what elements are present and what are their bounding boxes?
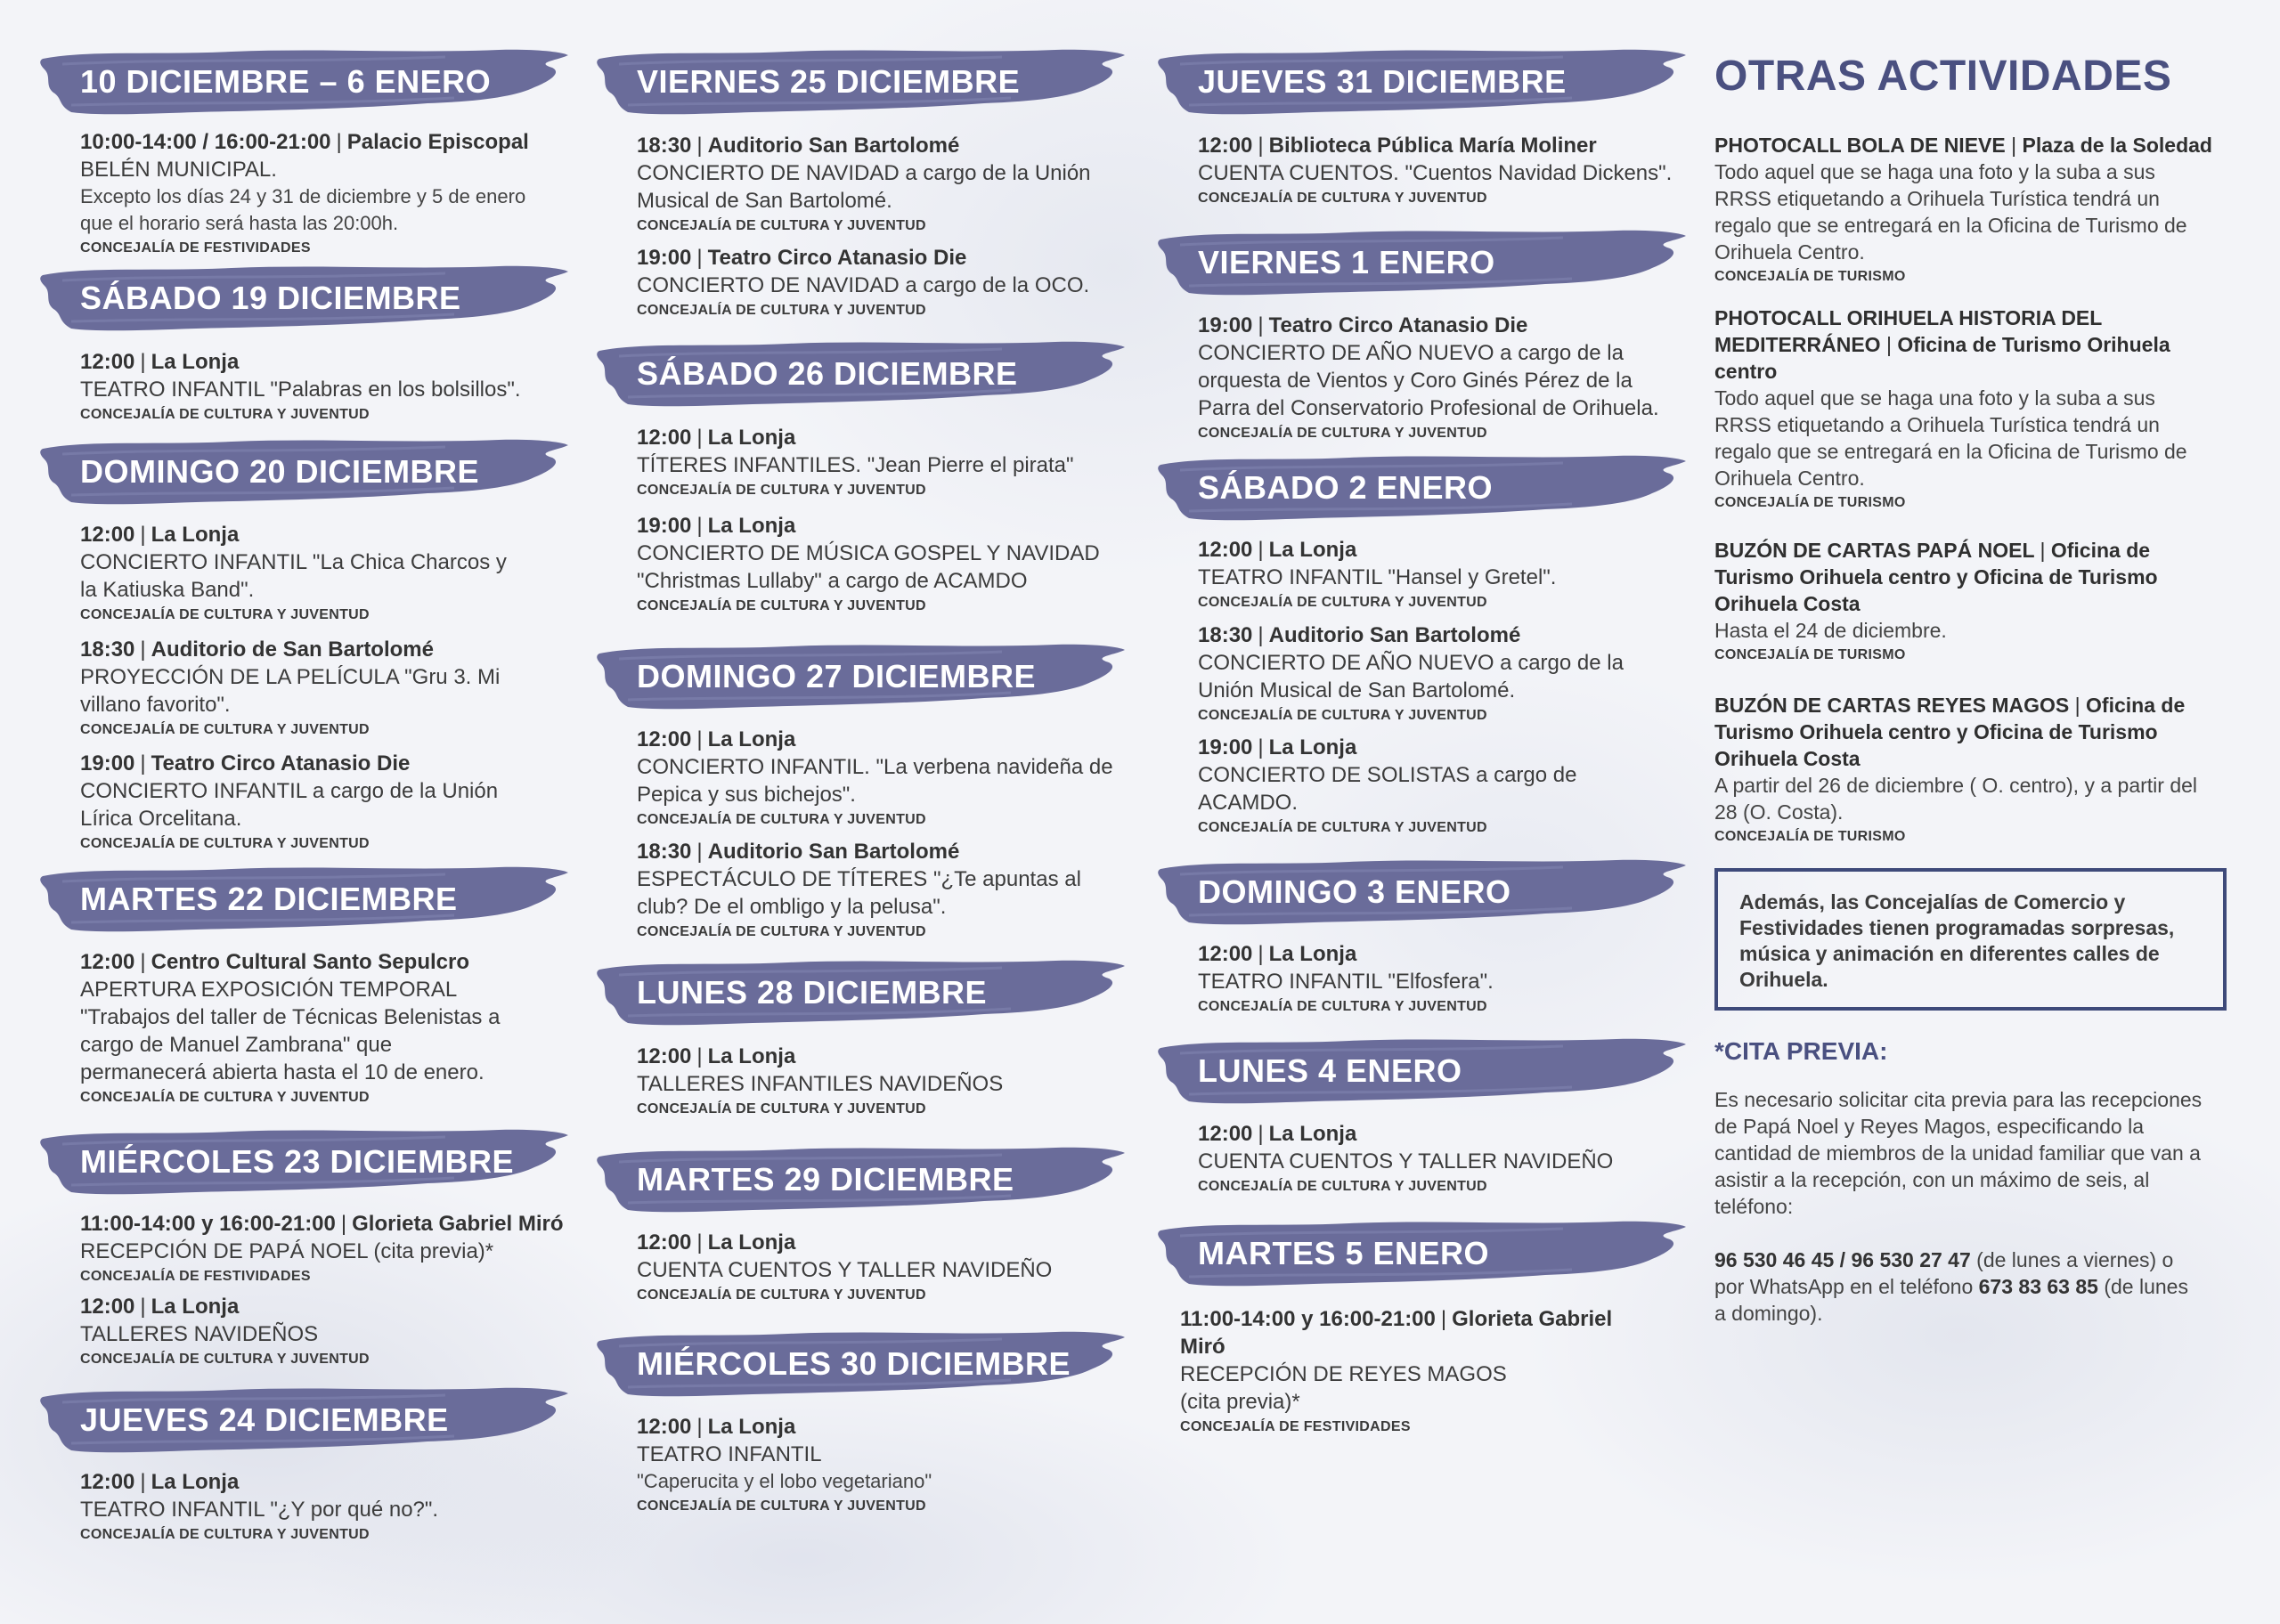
event-organizer: CONCEJALÍA DE FESTIVIDADES bbox=[1180, 1419, 1411, 1434]
date-header-label: MIÉRCOLES 30 DICIEMBRE bbox=[637, 1345, 1071, 1382]
event-organizer: CONCEJALÍA DE CULTURA Y JUVENTUD bbox=[80, 1090, 370, 1105]
section-title: OTRAS ACTIVIDADES bbox=[1714, 53, 2172, 100]
event-entry: 12:00 | La Lonja TEATRO INFANTIL "Palabras en los bolsillos". CONCEJALÍA DE CULTURA Y JUVENTUD bbox=[80, 348, 597, 426]
date-header bbox=[1153, 46, 1688, 118]
event-entry: 12:00 | La Lonja TEATRO INFANTIL "Caperucita y el lobo vegetariano" CONCEJALÍA DE CULTURA Y JUVENTUD bbox=[637, 1413, 1153, 1518]
event-organizer: CONCEJALÍA DE CULTURA Y JUVENTUD bbox=[637, 598, 926, 613]
event-organizer: CONCEJALÍA DE CULTURA Y JUVENTUD bbox=[1198, 595, 1487, 610]
date-header bbox=[36, 1126, 570, 1198]
date-header-label: JUEVES 24 DICIEMBRE bbox=[80, 1401, 449, 1438]
event-title: PROYECCIÓN DE LA PELÍCULA "Gru 3. Mi bbox=[80, 665, 501, 689]
event-title: cargo de Manuel Zambrana" que bbox=[80, 1033, 393, 1057]
event-organizer: CONCEJALÍA DE CULTURA Y JUVENTUD bbox=[80, 722, 370, 737]
event-organizer: CONCEJALÍA DE CULTURA Y JUVENTUD bbox=[80, 407, 370, 422]
activity-organizer: CONCEJALÍA DE TURISMO bbox=[1714, 829, 1906, 844]
date-header bbox=[592, 1144, 1127, 1215]
event-entry: 19:00 | La Lonja CONCIERTO DE SOLISTAS a cargo de ACAMDO. CONCEJALÍA DE CULTURA Y JUVENTUD bbox=[1198, 734, 1714, 840]
event-title: Unión Musical de San Bartolomé. bbox=[1198, 678, 1516, 702]
date-header-label: DOMINGO 20 DICIEMBRE bbox=[80, 453, 480, 490]
event-organizer: CONCEJALÍA DE CULTURA Y JUVENTUD bbox=[637, 812, 926, 827]
event-title: RECEPCIÓN DE REYES MAGOS bbox=[1180, 1362, 1507, 1386]
date-header-label: 10 DICIEMBRE – 6 ENERO bbox=[80, 63, 492, 100]
event-organizer: CONCEJALÍA DE FESTIVIDADES bbox=[80, 1269, 311, 1284]
event-organizer: CONCEJALÍA DE CULTURA Y JUVENTUD bbox=[80, 1352, 370, 1367]
event-organizer: CONCEJALÍA DE CULTURA Y JUVENTUD bbox=[637, 303, 926, 318]
event-organizer: CONCEJALÍA DE CULTURA Y JUVENTUD bbox=[80, 1527, 370, 1542]
cita-previa-title: *CITA PREVIA: bbox=[1714, 1037, 1888, 1065]
event-title: CONCIERTO DE AÑO NUEVO a cargo de la bbox=[1198, 341, 1624, 365]
date-header bbox=[36, 1384, 570, 1456]
event-organizer: CONCEJALÍA DE CULTURA Y JUVENTUD bbox=[637, 483, 926, 498]
event-title: CONCIERTO DE MÚSICA GOSPEL Y NAVIDAD bbox=[637, 541, 1100, 565]
event-entry: 12:00 | La Lonja CUENTA CUENTOS Y TALLER NAVIDEÑO CONCEJALÍA DE CULTURA Y JUVENTUD bbox=[637, 1229, 1153, 1307]
date-header-label: VIERNES 25 DICIEMBRE bbox=[637, 63, 1021, 100]
event-title: TEATRO INFANTIL "Elfosfera". bbox=[1198, 970, 1494, 994]
date-header bbox=[592, 1328, 1127, 1400]
event-organizer: CONCEJALÍA DE CULTURA Y JUVENTUD bbox=[80, 607, 370, 622]
event-entry bbox=[80, 128, 597, 260]
event-title: "Christmas Lullaby" a cargo de ACAMDO bbox=[637, 569, 1028, 593]
event-title: BELÉN MUNICIPAL. bbox=[80, 158, 277, 182]
date-header-label: MARTES 22 DICIEMBRE bbox=[80, 881, 458, 917]
event-organizer: CONCEJALÍA DE CULTURA Y JUVENTUD bbox=[1198, 999, 1487, 1014]
date-header-label: SÁBADO 19 DICIEMBRE bbox=[80, 280, 461, 316]
event-organizer: CONCEJALÍA DE CULTURA Y JUVENTUD bbox=[637, 1101, 926, 1116]
event-organizer: CONCEJALÍA DE CULTURA Y JUVENTUD bbox=[637, 924, 926, 939]
event-entry: 19:00 | Teatro Circo Atanasio Die CONCIERTO DE AÑO NUEVO a cargo de la orquesta de Vientos y Coro Ginés Pérez de la Parra del Conservatorio Profesional de Orihuela. CONCEJALÍA DE CULTURA Y JUVENTUD bbox=[1198, 312, 1714, 445]
event-note: que el horario será hasta las 20:00h. bbox=[80, 212, 399, 234]
event-entry: 19:00 | La Lonja CONCIERTO DE MÚSICA GOSPEL Y NAVIDAD "Christmas Lullaby" a cargo de ACAMDO CONCEJALÍA DE CULTURA Y JUVENTUD bbox=[637, 512, 1153, 618]
event-organizer: CONCEJALÍA DE CULTURA Y JUVENTUD bbox=[637, 1498, 926, 1514]
event-place: Miró bbox=[1180, 1335, 1226, 1359]
event-title: TEATRO INFANTIL "Hansel y Gretel". bbox=[1198, 565, 1557, 589]
date-header-label: DOMINGO 3 ENERO bbox=[1198, 873, 1511, 910]
cita-previa-text: Es necesario solicitar cita previa para las recepciones de Papá Noel y Reyes Magos, especificando la cantidad de miembros de la unidad familiar que van a asistir a la recepción, con un máximo de seis, al teléfono: 96 530 46 45 / 96 530 27 47 (de lunes a viernes) o por WhatsApp en el teléfono 673 83 63 85 (de lunes a domingo). bbox=[1714, 1088, 2203, 1325]
phone-numbers: 96 530 46 45 / 96 530 27 47 bbox=[1714, 1248, 1971, 1271]
event-title: Lírica Orcelitana. bbox=[80, 807, 242, 831]
event-entry: 18:30 | Auditorio San Bartolomé CONCIERTO DE NAVIDAD a cargo de la Unión Musical de San Bartolomé. CONCEJALÍA DE CULTURA Y JUVENTUD bbox=[637, 132, 1153, 238]
event-title: permanecerá abierta hasta el 10 de enero. bbox=[80, 1060, 484, 1084]
event-entry: 12:00 | La Lonja CUENTA CUENTOS Y TALLER NAVIDEÑO CONCEJALÍA DE CULTURA Y JUVENTUD bbox=[1198, 1120, 1714, 1198]
event-title: CONCIERTO DE NAVIDAD a cargo de la Unión bbox=[637, 161, 1091, 185]
date-header bbox=[1153, 1218, 1688, 1289]
event-title: TEATRO INFANTIL "¿Y por qué no?". bbox=[80, 1498, 439, 1522]
event-time-place: 10:00-14:00 / 16:00-21:00 | Palacio Episcopal bbox=[80, 130, 529, 154]
event-title: la Katiuska Band". bbox=[80, 578, 255, 602]
event-organizer: CONCEJALÍA DE FESTIVIDADES bbox=[80, 240, 311, 256]
date-header bbox=[1153, 857, 1688, 928]
date-header-label: MIÉRCOLES 23 DICIEMBRE bbox=[80, 1143, 515, 1180]
activity-organizer: CONCEJALÍA DE TURISMO bbox=[1714, 269, 1906, 284]
event-entry: 19:00 | Teatro Circo Atanasio Die CONCIERTO INFANTIL a cargo de la Unión Lírica Orcelitana. CONCEJALÍA DE CULTURA Y JUVENTUD bbox=[80, 750, 597, 856]
date-header-label: MARTES 5 ENERO bbox=[1198, 1235, 1490, 1271]
date-header-label: SÁBADO 26 DICIEMBRE bbox=[637, 355, 1018, 392]
event-title: ESPECTÁCULO DE TÍTERES "¿Te apuntas al bbox=[637, 867, 1081, 891]
event-title: CONCIERTO DE SOLISTAS a cargo de bbox=[1198, 763, 1577, 787]
event-title: CONCIERTO DE NAVIDAD a cargo de la OCO. bbox=[637, 273, 1090, 297]
event-title: Parra del Conservatorio Profesional de Orihuela. bbox=[1198, 396, 1659, 420]
event-title: villano favorito". bbox=[80, 693, 231, 717]
event-organizer: CONCEJALÍA DE CULTURA Y JUVENTUD bbox=[1198, 708, 1487, 723]
date-header bbox=[36, 436, 570, 508]
event-title: CONCIERTO DE AÑO NUEVO a cargo de la bbox=[1198, 651, 1624, 675]
activity-item: BUZÓN DE CARTAS REYES MAGOS | Oficina de Turismo Orihuela centro y Oficina de Turismo Orihuela Costa A partir del 26 de diciembre ( O. centro), y a partir del 28 (O. Costa). CONCEJALÍA DE TURISMO bbox=[1714, 692, 2249, 849]
date-header-label: MARTES 29 DICIEMBRE bbox=[637, 1161, 1014, 1198]
event-entry: 18:30 | Auditorio San Bartolomé ESPECTÁCULO DE TÍTERES "¿Te apuntas al club? De el ombligo y la pelusa". CONCEJALÍA DE CULTURA Y JUVENTUD bbox=[637, 838, 1153, 944]
date-header bbox=[592, 957, 1127, 1028]
event-organizer: CONCEJALÍA DE CULTURA Y JUVENTUD bbox=[1198, 820, 1487, 835]
event-title: Pepica y sus bichejos". bbox=[637, 783, 856, 807]
event-entry: 12:00 | Biblioteca Pública María Moliner CUENTA CUENTOS. "Cuentos Navidad Dickens". CONCEJALÍA DE CULTURA Y JUVENTUD bbox=[1198, 132, 1714, 210]
date-header bbox=[1153, 452, 1688, 524]
event-title: TEATRO INFANTIL "Palabras en los bolsillos". bbox=[80, 378, 521, 402]
event-title: club? De el ombligo y la pelusa". bbox=[637, 895, 947, 919]
event-title: TÍTERES INFANTILES. "Jean Pierre el pirata" bbox=[637, 453, 1074, 477]
event-entry: 18:30 | Auditorio San Bartolomé CONCIERTO DE AÑO NUEVO a cargo de la Unión Musical de San Bartolomé. CONCEJALÍA DE CULTURA Y JUVENTUD bbox=[1198, 621, 1714, 727]
event-entry: 18:30 | Auditorio de San Bartolomé PROYECCIÓN DE LA PELÍCULA "Gru 3. Mi villano favorito". CONCEJALÍA DE CULTURA Y JUVENTUD bbox=[80, 636, 597, 742]
event-entry: 12:00 | La Lonja TEATRO INFANTIL "Hansel y Gretel". CONCEJALÍA DE CULTURA Y JUVENTUD bbox=[1198, 536, 1714, 614]
event-title: RECEPCIÓN DE PAPÁ NOEL (cita previa)* bbox=[80, 1239, 494, 1263]
event-title: CONCIERTO INFANTIL. "La verbena navideña de bbox=[637, 755, 1113, 779]
event-title: CONCIERTO INFANTIL "La Chica Charcos y bbox=[80, 550, 507, 574]
event-title: TALLERES NAVIDEÑOS bbox=[80, 1322, 319, 1346]
date-header bbox=[1153, 1035, 1688, 1107]
event-title: (cita previa)* bbox=[1180, 1390, 1300, 1414]
date-header-label: VIERNES 1 ENERO bbox=[1198, 244, 1495, 280]
activity-item: BUZÓN DE CARTAS PAPÁ NOEL | Oficina de Turismo Orihuela centro y Oficina de Turismo Orihuela Costa Hasta el 24 de diciembre. CONCEJALÍA DE TURISMO bbox=[1714, 537, 2249, 667]
event-title: TEATRO INFANTIL bbox=[637, 1442, 822, 1466]
date-header bbox=[1153, 227, 1688, 298]
event-entry: 12:00 | La Lonja TEATRO INFANTIL "Elfosfera". CONCEJALÍA DE CULTURA Y JUVENTUD bbox=[1198, 940, 1714, 1019]
date-header-label: SÁBADO 2 ENERO bbox=[1198, 469, 1494, 506]
event-title: "Caperucita y el lobo vegetariano" bbox=[637, 1470, 932, 1492]
event-organizer: CONCEJALÍA DE CULTURA Y JUVENTUD bbox=[637, 1287, 926, 1303]
event-entry: 12:00 | La Lonja TEATRO INFANTIL "¿Y por qué no?". CONCEJALÍA DE CULTURA Y JUVENTUD bbox=[80, 1468, 597, 1547]
event-title: CUENTA CUENTOS. "Cuentos Navidad Dickens". bbox=[1198, 161, 1673, 185]
event-title: CONCIERTO INFANTIL a cargo de la Unión bbox=[80, 779, 499, 803]
date-header-label: LUNES 28 DICIEMBRE bbox=[637, 974, 988, 1011]
event-entry: 19:00 | Teatro Circo Atanasio Die CONCIERTO DE NAVIDAD a cargo de la OCO. CONCEJALÍA DE CULTURA Y JUVENTUD bbox=[637, 244, 1153, 322]
activity-organizer: CONCEJALÍA DE TURISMO bbox=[1714, 495, 1906, 510]
date-header bbox=[36, 46, 570, 118]
event-entry: 11:00-14:00 y 16:00-21:00 | Glorieta Gabriel Miró RECEPCIÓN DE REYES MAGOS (cita previa)* CONCEJALÍA DE FESTIVIDADES bbox=[1180, 1305, 1697, 1439]
activity-item: PHOTOCALL ORIHUELA HISTORIA DEL MEDITERRÁNEO | Oficina de Turismo Orihuela centro Todo aquel que se haga una foto y la suba a sus RRSS etiquetando a Orihuela Turística tendrá un regalo que se entregará en la Oficina de Turismo de Orihuela Centro. CONCEJALÍA DE TURISMO bbox=[1714, 304, 2249, 515]
event-title: TALLERES INFANTILES NAVIDEÑOS bbox=[637, 1072, 1004, 1096]
date-header bbox=[592, 641, 1127, 712]
date-header-label: DOMINGO 27 DICIEMBRE bbox=[637, 658, 1037, 694]
date-header bbox=[36, 263, 570, 334]
event-organizer: CONCEJALÍA DE CULTURA Y JUVENTUD bbox=[637, 218, 926, 233]
event-title: orquesta de Vientos y Coro Ginés Pérez de la bbox=[1198, 369, 1633, 393]
event-title: "Trabajos del taller de Técnicas Belenistas a bbox=[80, 1005, 501, 1029]
event-note: Excepto los días 24 y 31 de diciembre y 5 de enero bbox=[80, 185, 526, 207]
event-organizer: CONCEJALÍA DE CULTURA Y JUVENTUD bbox=[80, 836, 370, 851]
date-header bbox=[36, 864, 570, 935]
activity-item: PHOTOCALL BOLA DE NIEVE | Plaza de la Soledad Todo aquel que se haga una foto y la suba a sus RRSS etiquetando a Orihuela Turística tendrá un regalo que se entregará en la Oficina de Turismo de Orihuela Centro. CONCEJALÍA DE TURISMO bbox=[1714, 132, 2249, 288]
event-entry: 12:00 | Centro Cultural Santo Sepulcro APERTURA EXPOSICIÓN TEMPORAL "Trabajos del taller de Técnicas Belenistas a cargo de Manuel Zambrana" que permanecerá abierta hasta el 10 de enero. CONCEJALÍA DE CULTURA Y JUVENTUD bbox=[80, 948, 597, 1109]
event-entry: 12:00 | La Lonja TALLERES INFANTILES NAVIDEÑOS CONCEJALÍA DE CULTURA Y JUVENTUD bbox=[637, 1043, 1153, 1121]
event-organizer: CONCEJALÍA DE CULTURA Y JUVENTUD bbox=[1198, 1179, 1487, 1194]
event-entry: 12:00 | La Lonja CONCIERTO INFANTIL "La Chica Charcos y la Katiuska Band". CONCEJALÍA DE CULTURA Y JUVENTUD bbox=[80, 521, 597, 627]
date-header-label: LUNES 4 ENERO bbox=[1198, 1052, 1462, 1089]
event-title: CUENTA CUENTOS Y TALLER NAVIDEÑO bbox=[1198, 1149, 1614, 1173]
whatsapp-number: 673 83 63 85 bbox=[1978, 1275, 2098, 1298]
date-header-label: JUEVES 31 DICIEMBRE bbox=[1198, 63, 1567, 100]
event-title: APERTURA EXPOSICIÓN TEMPORAL bbox=[80, 978, 458, 1002]
event-title: CUENTA CUENTOS Y TALLER NAVIDEÑO bbox=[637, 1258, 1053, 1282]
event-entry: 12:00 | La Lonja TÍTERES INFANTILES. "Jean Pierre el pirata" CONCEJALÍA DE CULTURA Y JUVENTUD bbox=[637, 424, 1153, 502]
event-title: ACAMDO. bbox=[1198, 791, 1299, 815]
date-header bbox=[592, 338, 1127, 410]
activity-organizer: CONCEJALÍA DE TURISMO bbox=[1714, 647, 1906, 662]
event-entry: 11:00-14:00 y 16:00-21:00 | Glorieta Gabriel Miró RECEPCIÓN DE PAPÁ NOEL (cita previa)* CONCEJALÍA DE FESTIVIDADES bbox=[80, 1210, 597, 1288]
event-organizer: CONCEJALÍA DE CULTURA Y JUVENTUD bbox=[1198, 191, 1487, 206]
event-entry: 12:00 | La Lonja TALLERES NAVIDEÑOS CONCEJALÍA DE CULTURA Y JUVENTUD bbox=[80, 1293, 597, 1371]
event-title: Musical de San Bartolomé. bbox=[637, 189, 892, 213]
event-entry: 12:00 | La Lonja CONCIERTO INFANTIL. "La verbena navideña de Pepica y sus bichejos". CONCEJALÍA DE CULTURA Y JUVENTUD bbox=[637, 726, 1153, 832]
info-box: Además, las Concejalías de Comercio y Festividades tienen programadas sorpresas, música y animación en diferentes calles de Orihuela. bbox=[1714, 868, 2227, 1011]
date-header bbox=[592, 46, 1127, 118]
event-organizer: CONCEJALÍA DE CULTURA Y JUVENTUD bbox=[1198, 426, 1487, 441]
